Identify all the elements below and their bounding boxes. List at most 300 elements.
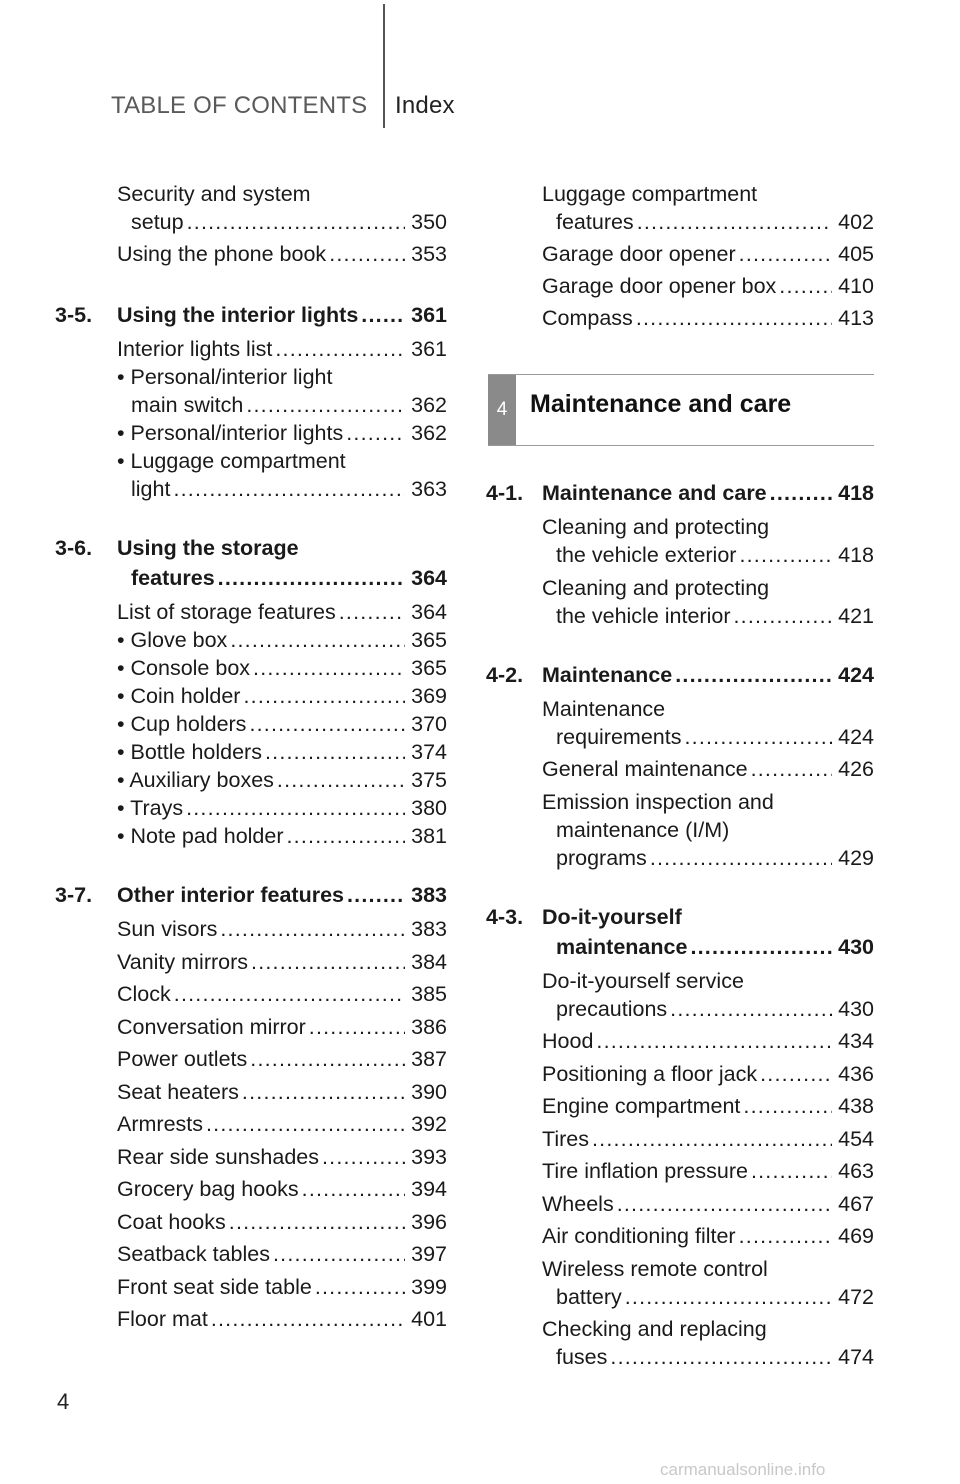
leader-dots xyxy=(265,738,405,766)
leader-dots xyxy=(329,240,405,268)
leader-dots xyxy=(779,272,832,300)
toc-line xyxy=(542,180,874,208)
toc-entry[interactable] xyxy=(117,738,447,766)
entry-text: Garage door opener box xyxy=(542,274,777,298)
toc-line xyxy=(542,240,874,268)
leader-dots xyxy=(186,794,405,822)
entry-text: • Personal/interior lights xyxy=(117,421,344,445)
toc-entry[interactable] xyxy=(542,272,874,300)
leader-dots xyxy=(596,1027,832,1055)
entry-text: light xyxy=(131,477,171,501)
leader-dots xyxy=(277,766,405,794)
toc-line xyxy=(117,980,447,1008)
page-ref: 418 xyxy=(838,543,874,567)
toc-line xyxy=(542,304,874,332)
section-number: 4-3. xyxy=(486,904,524,929)
toc-line xyxy=(117,391,447,419)
toc-line xyxy=(131,563,447,593)
toc-line xyxy=(542,1027,874,1055)
leader-dots xyxy=(770,478,832,508)
toc-line xyxy=(117,766,447,794)
toc-line xyxy=(117,822,447,850)
toc-line xyxy=(542,1255,874,1283)
toc-line xyxy=(117,419,447,447)
toc-line xyxy=(117,948,447,976)
toc-line xyxy=(542,660,874,690)
toc-entry[interactable] xyxy=(117,822,447,850)
toc-section[interactable] xyxy=(55,880,447,910)
leader-dots xyxy=(760,1060,832,1088)
leader-dots xyxy=(243,682,405,710)
toc-entry[interactable] xyxy=(117,1045,447,1073)
entry-text: Tires xyxy=(542,1126,589,1151)
entry-text: Checking and replacing xyxy=(542,1317,767,1341)
leader-dots xyxy=(670,995,832,1023)
leader-dots xyxy=(242,1078,405,1106)
entry-text: Sun visors xyxy=(117,917,218,941)
toc-line xyxy=(542,208,874,236)
leader-dots xyxy=(315,1273,405,1301)
entry-text: Cleaning and protecting xyxy=(542,515,770,539)
leader-dots xyxy=(617,1190,832,1218)
chapter-heading[interactable] xyxy=(488,374,874,446)
leader-dots xyxy=(253,654,405,682)
leader-dots xyxy=(347,880,405,910)
entry-text: • Trays xyxy=(117,796,184,820)
page-ref: 383 xyxy=(411,883,447,907)
leader-dots xyxy=(339,598,405,626)
entry-text: requirements xyxy=(556,724,682,749)
toc-line xyxy=(117,335,447,363)
page-ref: 392 xyxy=(411,1112,447,1136)
toc-entry[interactable] xyxy=(117,447,447,503)
toc-entry[interactable] xyxy=(542,574,874,630)
section-number: 3-7. xyxy=(55,883,93,907)
leader-dots xyxy=(733,602,832,630)
toc-header-link[interactable]: TABLE OF CONTENTS xyxy=(111,92,368,119)
leader-dots xyxy=(174,980,405,1008)
toc-line xyxy=(542,574,874,602)
toc-entry[interactable] xyxy=(117,1110,447,1138)
toc-entry[interactable] xyxy=(117,1013,447,1041)
leader-dots xyxy=(346,419,405,447)
leader-dots xyxy=(690,932,832,962)
toc-line xyxy=(117,626,447,654)
section-number: 4-1. xyxy=(486,481,524,505)
toc-entry[interactable] xyxy=(117,419,447,447)
toc-line xyxy=(117,1045,447,1073)
entry-text: General maintenance xyxy=(542,757,748,781)
entry-text: Luggage compartment xyxy=(542,182,758,206)
index-header-link[interactable]: Index xyxy=(395,92,455,119)
entry-text: Rear side sunshades xyxy=(117,1144,319,1169)
page-ref: 401 xyxy=(411,1307,447,1331)
right-column xyxy=(486,180,874,1376)
toc-section[interactable] xyxy=(55,300,447,330)
entry-text: Front seat side table xyxy=(117,1274,312,1299)
toc-entry[interactable] xyxy=(117,1208,447,1236)
entry-text: features xyxy=(556,210,634,234)
toc-entry[interactable] xyxy=(542,1092,874,1120)
toc-line xyxy=(117,682,447,710)
toc-entry[interactable] xyxy=(117,1175,447,1203)
page-ref: 397 xyxy=(411,1242,447,1266)
toc-entry[interactable] xyxy=(117,1078,447,1106)
toc-line xyxy=(542,1315,874,1343)
leader-dots xyxy=(625,1283,832,1311)
toc-section[interactable] xyxy=(486,902,874,962)
toc-line xyxy=(117,654,447,682)
entry-text: Armrests xyxy=(117,1112,203,1136)
page-ref: 381 xyxy=(411,824,447,848)
toc-entry[interactable] xyxy=(542,1315,874,1371)
entry-text: • Auxiliary boxes xyxy=(117,768,274,792)
entry-text: • Glove box xyxy=(117,628,228,652)
page-ref: 469 xyxy=(838,1224,874,1248)
toc-entry[interactable] xyxy=(117,180,447,236)
page-ref: 364 xyxy=(411,600,447,624)
leader-dots xyxy=(751,755,832,783)
entry-text: Using the phone book xyxy=(117,242,327,266)
entry-text: maintenance (I/M) xyxy=(556,817,730,842)
page-ref: 370 xyxy=(411,712,447,736)
toc-entry[interactable] xyxy=(117,980,447,1008)
leader-dots xyxy=(739,541,832,569)
page-ref: 402 xyxy=(838,210,874,234)
page-ref: 429 xyxy=(838,845,874,870)
section-number: 4-2. xyxy=(486,662,524,687)
page-ref: 364 xyxy=(411,566,447,590)
toc-line xyxy=(117,1305,447,1333)
leader-dots xyxy=(675,660,832,690)
chapter-number-tab: 4 xyxy=(488,375,516,445)
page-ref: 383 xyxy=(411,917,447,941)
page-ref: 418 xyxy=(838,481,874,505)
leader-dots xyxy=(173,475,405,503)
toc-line xyxy=(542,1092,874,1120)
toc-section[interactable] xyxy=(486,478,874,508)
toc-line xyxy=(117,1078,447,1106)
toc-entry[interactable] xyxy=(542,513,874,569)
entry-text: fuses xyxy=(556,1345,608,1369)
leader-dots xyxy=(206,1110,405,1138)
toc-line xyxy=(542,1283,874,1311)
entry-text: • Note pad holder xyxy=(117,824,284,848)
entry-text: the vehicle interior xyxy=(556,603,731,628)
page-ref: 362 xyxy=(411,421,447,445)
page-ref: 385 xyxy=(411,982,447,1006)
page-ref: 374 xyxy=(411,740,447,764)
toc-entry[interactable] xyxy=(117,598,447,626)
entry-text: Do-it-yourself service xyxy=(542,968,744,993)
leader-dots xyxy=(739,1222,832,1250)
toc-entry[interactable] xyxy=(117,766,447,794)
entry-text: Garage door opener xyxy=(542,242,736,266)
entry-text: Emission inspection and xyxy=(542,789,774,814)
page-ref: 424 xyxy=(838,662,874,687)
toc-line xyxy=(117,240,447,268)
toc-entry[interactable] xyxy=(542,240,874,268)
leader-dots xyxy=(739,240,832,268)
toc-line xyxy=(542,788,874,816)
page-ref: 394 xyxy=(411,1177,447,1201)
entry-text: maintenance xyxy=(556,934,688,959)
leader-dots xyxy=(637,208,832,236)
entry-text: • Coin holder xyxy=(117,684,241,708)
entry-text: • Luggage compartment xyxy=(117,449,346,473)
toc-entry[interactable] xyxy=(117,654,447,682)
toc-entry[interactable] xyxy=(117,240,447,268)
page-ref: 384 xyxy=(411,949,447,974)
page-ref: 434 xyxy=(838,1029,874,1053)
entry-text: the vehicle exterior xyxy=(556,543,737,567)
page-ref: 396 xyxy=(411,1209,447,1234)
entry-text: precautions xyxy=(556,996,668,1021)
page-ref: 361 xyxy=(411,337,447,361)
entry-text: setup xyxy=(131,210,184,234)
toc-line xyxy=(542,844,874,872)
page-ref: 472 xyxy=(838,1284,874,1309)
toc-line xyxy=(542,695,874,723)
toc-line xyxy=(117,475,447,503)
toc-entry[interactable] xyxy=(542,755,874,783)
toc-line xyxy=(556,932,874,962)
page-ref: 386 xyxy=(411,1014,447,1039)
page-ref: 365 xyxy=(411,628,447,652)
toc-line xyxy=(117,533,447,563)
toc-entry[interactable] xyxy=(117,1305,447,1333)
page-ref: 438 xyxy=(838,1094,874,1118)
page-ref: 380 xyxy=(411,796,447,820)
page-ref: 467 xyxy=(838,1191,874,1216)
header-divider xyxy=(383,4,385,128)
entry-text: Security and system xyxy=(117,182,311,206)
page-ref: 350 xyxy=(411,210,447,234)
leader-dots xyxy=(218,563,405,593)
entry-text: Floor mat xyxy=(117,1307,208,1331)
toc-line xyxy=(117,794,447,822)
toc-line xyxy=(542,816,874,844)
toc-entry[interactable] xyxy=(542,967,874,1023)
toc-line xyxy=(117,300,447,330)
entry-text: Using the storage xyxy=(117,536,299,560)
toc-line xyxy=(542,541,874,569)
page-ref: 362 xyxy=(411,393,447,417)
toc-entry[interactable] xyxy=(542,1060,874,1088)
leader-dots xyxy=(275,335,405,363)
toc-line xyxy=(542,967,874,995)
toc-entry[interactable] xyxy=(117,335,447,363)
toc-line xyxy=(542,478,874,508)
toc-line xyxy=(542,1190,874,1218)
leader-dots xyxy=(211,1305,405,1333)
toc-entry[interactable] xyxy=(117,363,447,419)
leader-dots xyxy=(684,723,832,751)
entry-text: features xyxy=(131,566,215,590)
toc-line xyxy=(542,995,874,1023)
toc-entry[interactable] xyxy=(542,1027,874,1055)
entry-text: Other interior features xyxy=(117,883,344,907)
entry-text: Coat hooks xyxy=(117,1209,226,1234)
toc-line xyxy=(117,1273,447,1301)
toc-entry[interactable] xyxy=(117,626,447,654)
leader-dots xyxy=(230,626,405,654)
toc-entry[interactable] xyxy=(542,1125,874,1153)
entry-text: Engine compartment xyxy=(542,1094,741,1118)
toc-line xyxy=(117,598,447,626)
leader-dots xyxy=(229,1208,405,1236)
entry-text: Conversation mirror xyxy=(117,1014,306,1039)
leader-dots xyxy=(636,304,832,332)
toc-line xyxy=(117,180,447,208)
leader-dots xyxy=(650,844,832,872)
leader-dots xyxy=(309,1013,405,1041)
toc-entry[interactable] xyxy=(542,1157,874,1185)
entry-text: Do-it-yourself xyxy=(542,904,682,929)
page-ref: 365 xyxy=(411,656,447,680)
leader-dots xyxy=(287,822,406,850)
toc-line xyxy=(542,723,874,751)
entry-text: Using the interior lights xyxy=(117,303,359,327)
entry-text: programs xyxy=(556,845,647,870)
leader-dots xyxy=(251,948,405,976)
toc-entry[interactable] xyxy=(542,1255,874,1311)
toc-entry[interactable] xyxy=(117,1273,447,1301)
toc-line xyxy=(542,602,874,630)
page-ref: 375 xyxy=(411,768,447,792)
toc-line xyxy=(117,915,447,943)
entry-text: Air conditioning filter xyxy=(542,1224,736,1248)
toc-line xyxy=(542,902,874,932)
watermark: carmanualsonline.info xyxy=(660,1460,826,1479)
toc-entry[interactable] xyxy=(117,948,447,976)
leader-dots xyxy=(610,1343,832,1371)
page-ref: 413 xyxy=(838,306,874,330)
chapter-title: Maintenance and care xyxy=(530,390,792,418)
toc-line xyxy=(117,208,447,236)
page-ref: 361 xyxy=(411,303,447,327)
entry-text: Cleaning and protecting xyxy=(542,575,770,600)
leader-dots xyxy=(220,915,405,943)
page-ref: 363 xyxy=(411,477,447,501)
toc-entry[interactable] xyxy=(117,1143,447,1171)
toc-line xyxy=(117,1110,447,1138)
toc-line xyxy=(117,880,447,910)
entry-text: Clock xyxy=(117,982,171,1006)
leader-dots xyxy=(249,710,405,738)
entry-text: • Bottle holders xyxy=(117,740,262,764)
entry-text: • Personal/interior light xyxy=(117,365,333,389)
leader-dots xyxy=(187,208,405,236)
entry-text: Maintenance xyxy=(542,696,666,721)
entry-text: Seat heaters xyxy=(117,1079,239,1104)
page-ref: 430 xyxy=(838,934,874,959)
page-ref: 436 xyxy=(838,1061,874,1086)
entry-text: Grocery bag hooks xyxy=(117,1177,299,1201)
page-ref: 393 xyxy=(411,1144,447,1169)
toc-line xyxy=(542,1222,874,1250)
page-ref: 474 xyxy=(838,1345,874,1369)
entry-text: • Cup holders xyxy=(117,712,247,736)
toc-entry[interactable] xyxy=(117,794,447,822)
toc-entry[interactable] xyxy=(542,1222,874,1250)
leader-dots xyxy=(302,1175,405,1203)
toc-entry[interactable] xyxy=(117,1240,447,1268)
toc-line xyxy=(117,1175,447,1203)
toc-line xyxy=(542,272,874,300)
left-column xyxy=(55,180,447,1338)
page-ref: 369 xyxy=(411,684,447,708)
toc-entry[interactable] xyxy=(542,695,874,751)
entry-text: Wireless remote control xyxy=(542,1256,768,1281)
page-ref: 399 xyxy=(411,1274,447,1299)
page-ref: 421 xyxy=(838,603,874,628)
toc-line xyxy=(542,1157,874,1185)
toc-line xyxy=(542,1060,874,1088)
toc-section[interactable] xyxy=(55,533,447,593)
entry-text: main switch xyxy=(131,393,244,417)
toc-line xyxy=(117,1143,447,1171)
leader-dots xyxy=(751,1157,832,1185)
page-ref: 387 xyxy=(411,1047,447,1071)
page-ref: 426 xyxy=(838,757,874,781)
entry-text: Maintenance xyxy=(542,662,673,687)
entry-text: Vanity mirrors xyxy=(117,949,249,974)
entry-text: Seatback tables xyxy=(117,1242,270,1266)
leader-dots xyxy=(361,300,405,330)
entry-text: List of storage features xyxy=(117,600,336,624)
toc-entry[interactable] xyxy=(542,304,874,332)
page-number: 4 xyxy=(57,1389,70,1414)
toc-line xyxy=(117,447,447,475)
page-ref: 405 xyxy=(838,242,874,266)
toc-line xyxy=(117,738,447,766)
entry-text: • Console box xyxy=(117,656,251,680)
entry-text: Maintenance and care xyxy=(542,481,767,505)
entry-text: Wheels xyxy=(542,1191,614,1216)
toc-entry[interactable] xyxy=(117,915,447,943)
leader-dots xyxy=(273,1240,405,1268)
toc-entry[interactable] xyxy=(117,682,447,710)
toc-entry[interactable] xyxy=(117,710,447,738)
entry-text: Interior lights list xyxy=(117,337,273,361)
page-ref: 390 xyxy=(411,1079,447,1104)
leader-dots xyxy=(246,391,405,419)
section-number: 3-5. xyxy=(55,303,93,327)
toc-line xyxy=(542,755,874,783)
toc-line xyxy=(117,710,447,738)
toc-line xyxy=(117,1240,447,1268)
entry-text: Compass xyxy=(542,306,633,330)
leader-dots xyxy=(592,1125,832,1153)
page-ref: 410 xyxy=(838,274,874,298)
entry-text: Power outlets xyxy=(117,1047,248,1071)
toc-line xyxy=(542,1343,874,1371)
page-ref: 454 xyxy=(838,1126,874,1151)
leader-dots xyxy=(250,1045,405,1073)
section-number: 3-6. xyxy=(55,536,93,560)
toc-entry[interactable] xyxy=(542,788,874,872)
toc-entry[interactable] xyxy=(542,180,874,236)
entry-text: Hood xyxy=(542,1029,594,1053)
toc-section[interactable] xyxy=(486,660,874,690)
page-ref: 353 xyxy=(411,242,447,266)
page-ref: 424 xyxy=(838,724,874,749)
toc-line xyxy=(542,1125,874,1153)
toc-line xyxy=(117,363,447,391)
toc-entry[interactable] xyxy=(542,1190,874,1218)
toc-line xyxy=(117,1013,447,1041)
